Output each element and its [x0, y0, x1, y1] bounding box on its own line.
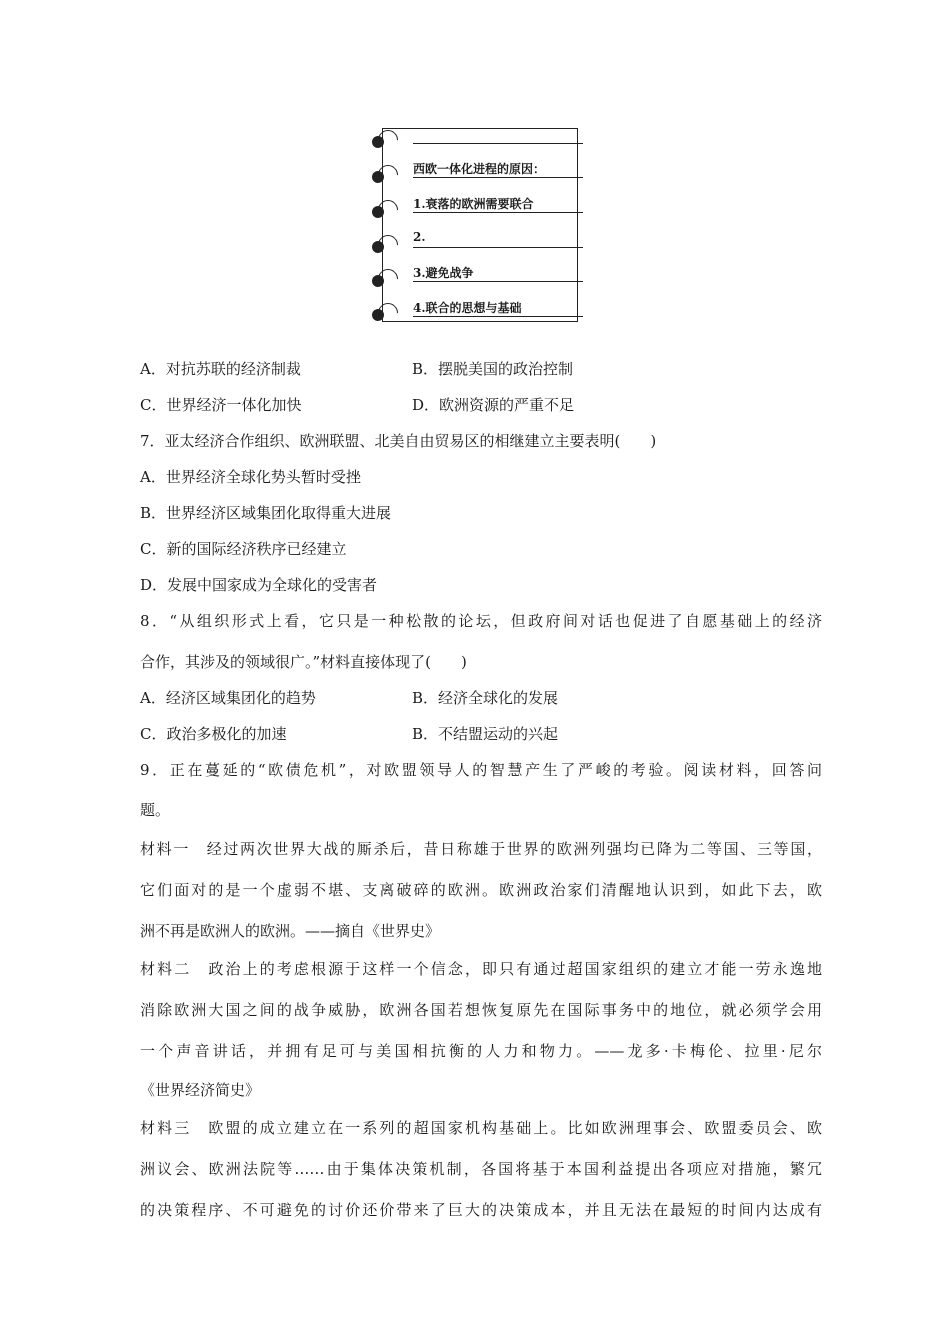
q6-option-a: A．对抗苏联的经济制裁	[140, 360, 301, 378]
q7-option-a: A．世界经济全球化势头暂时受挫	[140, 468, 361, 486]
q6-option-d: D．欧洲资源的严重不足	[412, 396, 575, 414]
notebook-rule	[413, 247, 583, 248]
q7-option-d: D．发展中国家成为全球化的受害者	[140, 576, 378, 594]
notebook-figure	[368, 128, 584, 324]
q8-stem-line1: 8．“从组织形式上看，它只是一种松散的论坛，但政府间对话也促进了自愿基础上的经济	[140, 612, 822, 630]
q9-material2-line1: 材料二 政治上的考虑根源于这样一个信念，即只有通过超国家组织的建立才能一劳永逸地	[140, 960, 822, 978]
notebook-rule	[413, 316, 583, 317]
notebook-rule	[413, 143, 583, 144]
q9-material3-line1: 材料三 欧盟的成立建立在一系列的超国家机构基础上。比如欧洲理事会、欧盟委员会、欧	[140, 1119, 822, 1137]
figure-item-3: 3.避免战争	[413, 266, 474, 280]
q8-option-b: B．经济全球化的发展	[412, 689, 559, 707]
notebook-paper	[382, 128, 578, 322]
q9-material2-line4: 《世界经济简史》	[140, 1081, 261, 1099]
figure-item-1: 1.衰落的欧洲需要联合	[413, 197, 534, 211]
q9-material2-line2: 消除欧洲大国之间的战争威胁，欧洲各国若想恢复原先在国际事务中的地位，就必须学会用	[140, 1001, 822, 1019]
q9-material1-line1: 材料一 经过两次世界大战的厮杀后，昔日称雄于世界的欧洲列强均已降为二等国、三等国，	[140, 840, 822, 858]
figure-item-2: 2.	[413, 230, 426, 244]
q9-material1-line3: 洲不再是欧洲人的欧洲。——摘自《世界史》	[140, 922, 441, 940]
q7-stem: 7．亚太经济合作组织、欧洲联盟、北美自由贸易区的相继建立主要表明( )	[140, 432, 657, 450]
q9-stem-line1: 9．正在蔓延的“欧债危机”，对欧盟领导人的智慧产生了严峻的考验。阅读材料，回答问	[140, 761, 822, 779]
figure-item-4: 4.联合的思想与基础	[413, 301, 522, 315]
q6-option-b: B．摆脱美国的政治控制	[412, 360, 574, 378]
q8-option-d: B．不结盟运动的兴起	[412, 725, 559, 743]
q9-material3-line2: 洲议会、欧洲法院等……由于集体决策机制，各国将基于本国利益提出各项应对措施，繁冗	[140, 1160, 822, 1178]
notebook-rule	[413, 281, 583, 282]
q8-option-a: A．经济区域集团化的趋势	[140, 689, 316, 707]
q8-option-c: C．政治多极化的加速	[140, 725, 287, 743]
q9-material1-line2: 它们面对的是一个虚弱不堪、支离破碎的欧洲。欧洲政治家们清醒地认识到，如此下去，欧	[140, 881, 822, 899]
figure-title: 西欧一体化进程的原因：	[413, 162, 546, 176]
q7-option-b: B．世界经济区域集团化取得重大进展	[140, 504, 392, 522]
notebook-rule	[413, 212, 583, 213]
q9-material2-line3: 一个声音讲话，并拥有足可与美国相抗衡的人力和物力。——龙多·卡梅伦、拉里·尼尔	[140, 1042, 822, 1060]
q7-option-c: C．新的国际经济秩序已经建立	[140, 540, 347, 558]
q9-material3-line3: 的决策程序、不可避免的讨价还价带来了巨大的决策成本，并且无法在最短的时间内达成有	[140, 1201, 822, 1219]
q9-stem-line2: 题。	[140, 801, 171, 819]
q6-option-c: C．世界经济一体化加快	[140, 396, 302, 414]
q8-stem-line2: 合作，其涉及的领域很广。”材料直接体现了( )	[140, 653, 467, 671]
notebook-rule	[413, 177, 583, 178]
